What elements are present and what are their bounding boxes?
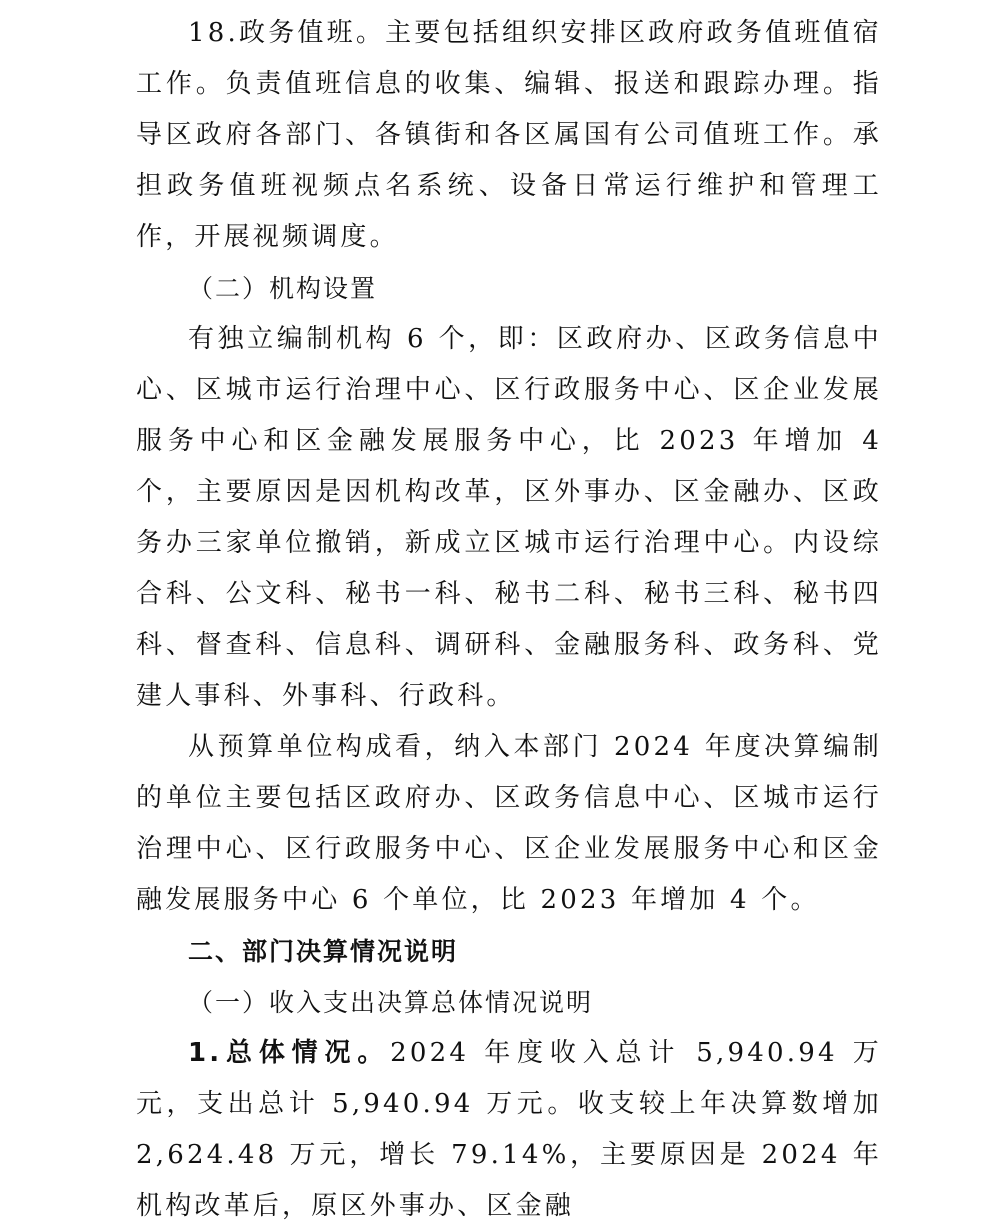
overall-situation-text: 2024 年度收入总计 5,940.94 万元，支出总计 5,940.94 万元。收支较上年决算数增加 2,624.48 万元，增长 79.14%，主要原因是 2024 年机构改革后，原区外事办、区金融	[136, 1038, 882, 1221]
org-setup-paragraph-1: 有独立编制机构 6 个，即：区政府办、区政务信息中心、区城市运行治理中心、区行政服务中心、区企业发展服务中心和区金融发展服务中心，比 2023 年增加 4 个，主要原因是因机构改革，区外事办、区金融办、区政务办三家单位撤销，新成立区城市运行治理中心。内设综合科、公文科、秘书一科、秘书二科、秘书三科、秘书四科、督查科、信息科、调研科、金融服务科、政务科、党建人事科、外事科、行政科。	[136, 324, 882, 711]
overall-situation-paragraph	[136, 1028, 882, 1232]
org-setup-paragraph-2: 从预算单位构成看，纳入本部门 2024 年度决算编制的单位主要包括区政府办、区政务信息中心、区城市运行治理中心、区行政服务中心、区企业发展服务中心和区金融发展服务中心 6 个单位，比 2023 年增加 4 个。	[136, 732, 882, 915]
duty-paragraph	[136, 8, 882, 263]
duty-text: 18.政务值班。主要包括组织安排区政府政务值班值宿工作。负责值班信息的收集、编辑、报送和跟踪办理。指导区政府各部门、各镇街和各区属国有公司值班工作。承担政务值班视频点名系统、设备日常运行维护和管理工作，开展视频调度。	[136, 18, 882, 252]
org-setup-heading: （二）机构设置	[188, 274, 378, 303]
section-two-heading: 二、部门决算情况说明	[188, 937, 459, 966]
income-expense-heading: （一）收入支出决算总体情况说明	[188, 988, 594, 1017]
overall-situation-label: 1.总体情况。	[188, 1038, 391, 1068]
